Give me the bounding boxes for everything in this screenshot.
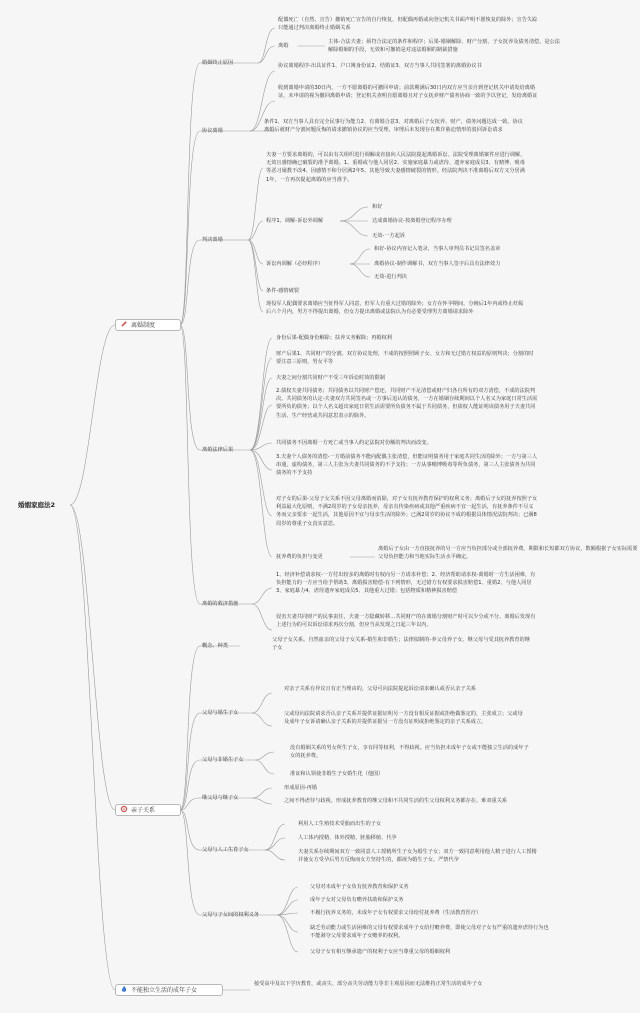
branch-concept: 概念、种类: [202, 643, 228, 649]
leaf-artificial-1: 利用人工生殖技术受胎而出生的子女: [298, 821, 382, 827]
leaf-consequence-5: 共同债务不因离婚一方死亡或当事人约定法院对份额的判决而改变。: [276, 440, 432, 446]
branch-litigation: 诉讼内调解（必经程序）: [266, 261, 324, 267]
leaf-agreement-2: 收到离婚申请的30日内，一方不愿离婚的可撤回申请；前款期满后30日内双方应当亲自到登记机关申请发给离婚证，未申请的视为撤回离婚申请；登记机关查明自愿离婚且对子女抚养财产债务协商一致的予以登记，发给离婚证: [278, 85, 538, 100]
branch-support: 抚养费的负担与变更: [276, 554, 323, 560]
leaf-nonmarital-2: 准证和认领使非婚生子女婚生化（他国）: [290, 771, 384, 777]
leaf-consequence-1: 身份后果-配偶身份解除；扶养义务解除；再婚权利: [276, 335, 392, 341]
leaf-litigation-3: 无效-进行判决: [374, 274, 407, 280]
leaf-step-2: 之间不得虐待与歧视。形成抚养教育的继父母和不共同生活的生父母权利义务都存在。难双重关系: [284, 798, 508, 804]
leaf-consequence-4: 2.债权夫妻共同债务；共同债务以共同财产偿还，共同财产不足清偿或财产归各自所有的双方清偿，不成的法院判决。共同债务的认定-夫妻双方共同签名或一方事后追认的债务，一方在婚姻存续期间以个人名义为家庭日常生活需要所负的债务；以个人名义超出家庭日常生活需要所负债务不属于共同债务，但债权人能证明该债务用于夫妻共同生活、生产经营或共同意思表示的除外。: [276, 388, 538, 419]
leaf-consequence-6: 3.夫妻个人债务的清偿-一方婚前债务不能向配偶主张清偿，但能证明债务用于家庭共同生活的除外；一方与第三人串通，虚构债务，第三人主张为夫妻共同债务的不予支持；一方从事赌博吸毒等所负债务，第三人主张债务为共同债务的不予支持: [276, 454, 538, 477]
branch-procedure: 程序1、调解-诉讼外调解: [266, 218, 324, 224]
leaf-agreement-1: 协议离婚程序-出具证件1、户口簿身份证2、结婚证3、双方当事人共同签署的离婚协议书: [278, 63, 482, 69]
main-node-label: 不能独立生活的成年子女: [131, 987, 198, 994]
leaf-artificial-3: 夫妻关系存续期间双方一致同意人工授精所生子女为婚生子女；双方一致同意利用他人精子进行人工授精并使女方受孕后男方反悔而女方坚持生的，都视为婚生子女。严禁代孕: [298, 849, 537, 864]
leaf-support: 离婚后子女由一方直接抚养的另一方应当负担部分或全部抚养费。期限和长短都双方协议，数额根据子女实际需要父母负担能力和当地实际生活水平确定。: [378, 546, 638, 561]
leaf-rights-5: 父母子女有相互继承遗产的权利子女应当尊重父母的婚姻权利: [310, 949, 451, 955]
branch-marital: 父母与婚生子女: [202, 710, 239, 716]
leaf-consequence-3: 夫妻之间分割共同财产不受三年诉讼时效的限制: [276, 375, 385, 381]
gear-icon: [120, 805, 128, 813]
leaf-rights-1: 父母对未成年子女负有抚养教育和保护义务: [310, 884, 409, 890]
leaf-judicial-1: 夫妻一方要求离婚的，可以由有关组织进行调解或直接向人民法院提起离婚诉讼。法院受理离婚案件应进行调解，无效且感情确已破裂的准予离婚。1、重婚或与他人同居2、实施家庭暴力或虐待、遗弃家庭成员3、有赌博、吸毒等恶习屡教不改4、因感情不和分居满2年5、其他导致夫妻感情破裂的情形。经法院判决不准离婚后双方又分居满1年，一方再次提起离婚的应当准予。: [266, 152, 526, 183]
leaf-litigation-2: 离婚协议-制作调解书，双方当事人签字后具有法律效力: [374, 261, 501, 267]
leaf-death: 配偶死亡（自然、宣告）撤销死亡宣告的自行恢复，但配偶再婚或向登记机关书面声明不愿恢复的除外；宣告失踪只能通过判决离婚终止婚姻关系: [278, 17, 538, 32]
leaf-procedure-3: 无效-一方起诉: [372, 233, 405, 239]
leaf-military: 现役军人配偶要求离婚应当征得军人同意，但军人有重大过错的除外；女方在怀孕期间、分娩后1年内或终止妊娠后六个月内，男方不得提出离婚，但女方提出离婚或法院认为有必要受理男方离婚请求除外: [266, 301, 524, 316]
pencil-icon: [120, 320, 128, 328]
branch-judicial: 判决离婚: [202, 237, 223, 243]
branch-nonmarital: 父母与非婚生子女: [202, 757, 244, 763]
leaf-nonmarital-1: 没有婚姻关系的男女所生子女，享有同等权利，不得歧视。应当负担未成年子女或不能独立生活的成年子女的抚养费。: [290, 745, 529, 760]
leaf-relief-2: 侵害夫妻共同财产的民事责任，夫妻一方隐藏转移…共同财产的在离婚分割财产时可以少分或不分。离婚后发现有上述行为的可以诉讼请求再次分割，但应当从发现之日起三年以内。: [276, 614, 536, 629]
leaf-rights-3: 不履行抚养义务的，未成年子女有权要求父母给付抚养费（生活教育医疗）: [310, 910, 482, 916]
leaf-procedure-2: 达成离婚协议-按离婚登记程序办理: [372, 218, 452, 224]
leaf-divorce-text: 主体-合法夫妻；须符合法定的条件和程序；后果-婚姻解除、财产分割、子女抚养及债务清偿。是公法解除婚姻的手段，无效和可撤销是对违法婚姻的制裁措施: [328, 39, 560, 54]
branch-step: 继父母与继子女: [202, 795, 239, 801]
main-node-label: 离婚制度: [131, 322, 156, 329]
flame-icon: [120, 985, 128, 993]
leaf-consequence-2: 财产后果1、共同财产的分割。双方协议处理，不成的按照照顾子女、女方和无过错方权益的原则判决；分割的时要注意三原则，男女平等: [276, 351, 534, 366]
branch-relief: 离婚的救济措施: [202, 601, 239, 607]
branch-divorce: 离婚: [278, 43, 289, 49]
leaf-consequence-7: 对子女的后果-父母子女关系不因父母离婚而消除，对子女有抚养教育保护的权利义务；离婚后子女的抚养按照子女利益最大化原则，不满2周岁的子女母亲抚养，母亲有传染疾病或其他严重疾病不宜一起生活，有抚养条件不尽义务而父亲要求一起生活，其他原因不宜与母亲生活的除外；已满2周岁的协议不成的根据具体情况法院判决；已满8周岁的尊重子女真实意思。: [276, 496, 538, 527]
main-node-divorce-system[interactable]: [115, 319, 181, 331]
leaf-procedure-1: 和好: [372, 204, 383, 210]
main-node-parent-child[interactable]: [115, 804, 181, 816]
leaf-step-1: 形成原因-再婚: [284, 785, 317, 791]
leaf-marital-1: 对亲子关系有异议且有正当理由的，父母可向法院提起诉讼请求确认或否认亲子关系: [284, 686, 476, 692]
leaf-rights-2: 成年子女对父母负有赡养扶助和保护义务: [310, 897, 404, 903]
main-node-label: 亲子关系: [131, 807, 156, 814]
leaf-agreement-3: 条件1、双方当事人具有完全民事行为能力2、有离婚合意3、对离婚后子女抚养、财产、债务问题达成一致。协议离婚后就财产分割问题反悔的请求撤销协议的应当受理，审理后未发现存在欺诈胁迫情形的驳回诉讼请求: [264, 119, 523, 134]
leaf-concept: 父母子女关系。自然血亲的父母子女关系-婚生和非婚生；法律拟制的-养父母养子女、继父母与受其抚养教育的继子女: [272, 637, 530, 652]
branch-consequences: 离婚法律后果: [202, 447, 234, 453]
leaf-litigation-1: 和好-协议内容记入笔录，当事人审判员书记员签名盖章: [374, 246, 501, 252]
branch-dissolution: 婚姻终止原因: [202, 60, 234, 66]
branch-rights: 父母与子女间的权利义务: [202, 912, 260, 918]
leaf-adult-children: 接受高中及以下学历教育，或丧失、部分丧失劳动能力等非主观原因而无法维持正常生活的成年子女: [254, 981, 483, 987]
branch-agreement: 协议离婚: [202, 128, 223, 134]
root-node: 婚姻家庭法2: [18, 501, 56, 509]
leaf-condition: 条件-感情破裂: [266, 288, 299, 294]
main-node-adult-children[interactable]: [115, 984, 223, 996]
leaf-rights-4: 缺乏劳动能力或生活困难的父母有权要求成年子女给付赡养费，即使父母对子女有严重的遗弃虐待行为也不能剥夺父母要求成年子女赡养的权利。: [310, 925, 549, 940]
leaf-relief-1: 1、经济补偿请求权-一方付出较多的离婚时有权向另一方请求补偿；2、经济帮助请求权-离婚时一方生活困难，有负担能力的一方应当给予帮助3、离婚损害赔偿-有下列情形，无过错方有权要求损害赔偿1、重婚2、与他人同居3、家庭暴力4、虐待遗弃家庭成员5、其他重大过错；包括物质和精神损害赔偿: [276, 572, 536, 595]
leaf-artificial-2: 人工体内授精、体外授精、胚胎移植、代孕: [298, 835, 397, 841]
branch-artificial: 父母与人工生育子女: [202, 847, 249, 853]
leaf-marital-2: 父或母向法院请求否认亲子关系并提供证据证明另一方没有相反证据或拒绝做鉴定的，主张成立；父或母及成年子女诉请确认亲子关系的并提供证据另一方没有证明或拒绝鉴定的亲子关系成立。: [284, 711, 523, 726]
